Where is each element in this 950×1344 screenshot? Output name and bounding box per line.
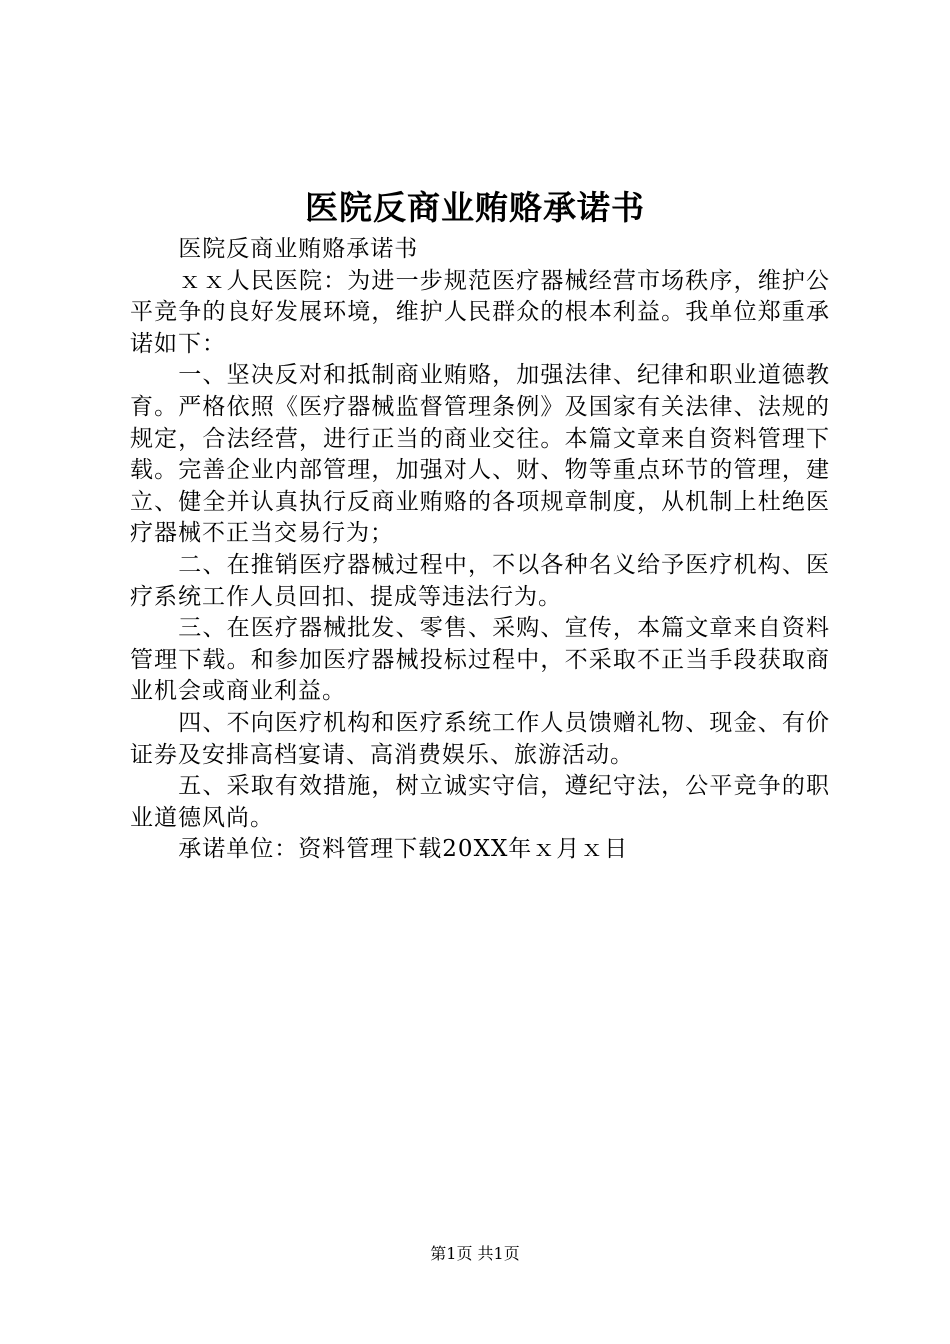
paragraph-item-3: 三、在医疗器械批发、零售、采购、宣传，本篇文章来自资料管理下载。和参加医疗器械投标过程中，不采取不正当手段获取商业机会或商业利益。 xyxy=(130,615,830,705)
document-body xyxy=(130,234,830,866)
paragraph-item-4: 四、不向医疗机构和医疗系统工作人员馈赠礼物、现金、有价证券及安排高档宴请、高消费娱乐、旅游活动。 xyxy=(130,709,830,768)
document-title: 医院反商业贿赂承诺书 xyxy=(305,188,645,227)
paragraph-item-1: 一、坚决反对和抵制商业贿赂，加强法律、纪律和职业道德教育。严格依照《医疗器械监督管理条例》及国家有关法律、法规的规定，合法经营，进行正当的商业交往。本篇文章来自资料管理下载。完善企业内部管理，加强对人、财、物等重点环节的管理，建立、健全并认真执行反商业贿赂的各项规章制度，从机制上杜绝医疗器械不正当交易行为； xyxy=(130,362,830,547)
page-footer: 第1页 共1页 xyxy=(430,1244,520,1263)
paragraph-item-2: 二、在推销医疗器械过程中，不以各种名义给予医疗机构、医疗系统工作人员回扣、提成等违法行为。 xyxy=(130,551,830,610)
paragraph-intro: ｘｘ人民医院：为进一步规范医疗器械经营市场秩序，维护公平竞争的良好发展环境，维护人民群众的根本利益。我单位郑重承诺如下： xyxy=(130,267,830,357)
paragraph-heading: 医院反商业贿赂承诺书 xyxy=(178,236,419,262)
paragraph-item-5: 五、采取有效措施，树立诚实守信，遵纪守法，公平竞争的职业道德风尚。 xyxy=(130,773,830,831)
signature-line: 承诺单位：资料管理下载20XX年ｘ月ｘ日 xyxy=(178,836,629,863)
